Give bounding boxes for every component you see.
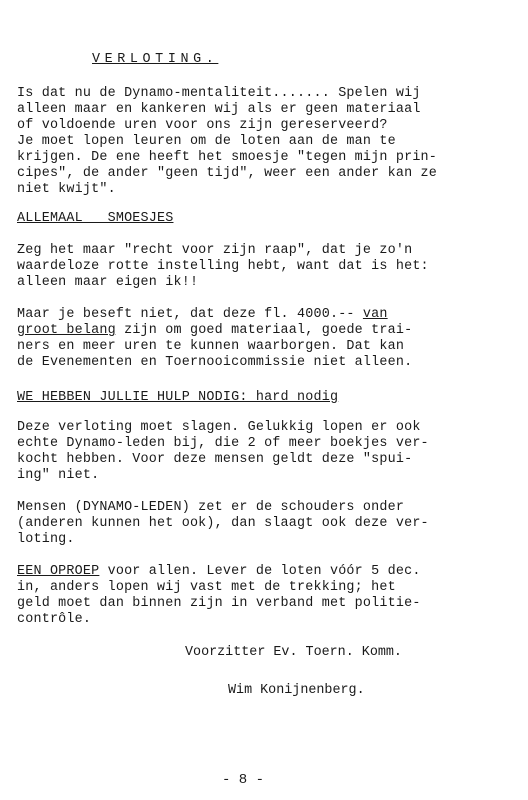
text-line: de Evenementen en Toernooicommissie niet alleen. bbox=[17, 355, 413, 370]
text-line: ing" niet. bbox=[17, 468, 100, 483]
underlined-phrase: van bbox=[362, 307, 388, 322]
text-line: kocht hebben. Voor deze mensen geldt deze "spui- bbox=[17, 452, 413, 467]
text-line: cipes", de ander "geen tijd", weer een ander kan ze bbox=[17, 166, 438, 181]
section-heading: WE HEBBEN JULLIE HULP NODIG: hard nodig bbox=[17, 390, 339, 405]
text-fragment: Maar je beseft niet, dat deze fl. 4000.-- bbox=[17, 307, 363, 322]
text-line bbox=[17, 307, 388, 323]
text-line: echte Dynamo-leden bij, die 2 of meer boekjes ver- bbox=[17, 436, 429, 451]
text-line: alleen maar en kankeren wij als er geen materiaal bbox=[17, 102, 421, 117]
text-line bbox=[17, 564, 421, 580]
text-line: of voldoende uren voor ons zijn gereserveerd? bbox=[17, 118, 388, 133]
text-line: Zeg het maar "recht voor zijn raap", dat je zo'n bbox=[17, 243, 413, 258]
page-number: - 8 - bbox=[222, 772, 265, 788]
text-line: krijgen. De ene heeft het smoesje "tegen mijn prin- bbox=[17, 150, 438, 165]
text-line: Deze verloting moet slagen. Gelukkig lopen er ook bbox=[17, 420, 421, 435]
text-line: alleen maar eigen ik!! bbox=[17, 275, 199, 290]
text-line: Je moet lopen leuren om de loten aan de man te bbox=[17, 134, 396, 149]
text-line: loting. bbox=[17, 532, 75, 547]
text-line: ners en meer uren te kunnen waarborgen. Dat kan bbox=[17, 339, 405, 354]
underlined-phrase: groot belang bbox=[17, 323, 116, 338]
text-fragment: voor allen. Lever de loten vóór 5 dec. bbox=[99, 564, 421, 579]
text-line: contrôle. bbox=[17, 612, 92, 627]
text-line bbox=[17, 323, 412, 339]
underlined-phrase: EEN OPROEP bbox=[17, 564, 100, 579]
signature-name: Wim Konijnenberg. bbox=[228, 683, 365, 698]
text-line: niet kwijt". bbox=[17, 182, 116, 197]
text-line: Mensen (DYNAMO-LEDEN) zet er de schouders onder bbox=[17, 500, 405, 515]
text-line: (anderen kunnen het ook), dan slaagt ook deze ver- bbox=[17, 516, 429, 531]
section-heading: ALLEMAAL SMOESJES bbox=[17, 211, 174, 226]
signature-role: Voorzitter Ev. Toern. Komm. bbox=[185, 645, 402, 660]
text-line: in, anders lopen wij vast met de trekking; het bbox=[17, 580, 396, 595]
text-fragment: zijn om goed materiaal, goede trai- bbox=[115, 323, 413, 338]
text-line: waardeloze rotte instelling hebt, want dat is het: bbox=[17, 259, 429, 274]
text-line: geld moet dan binnen zijn in verband met politie- bbox=[17, 596, 421, 611]
text-line: Is dat nu de Dynamo-mentaliteit....... Spelen wij bbox=[17, 86, 421, 101]
page-title: VERLOTING. bbox=[92, 52, 219, 67]
